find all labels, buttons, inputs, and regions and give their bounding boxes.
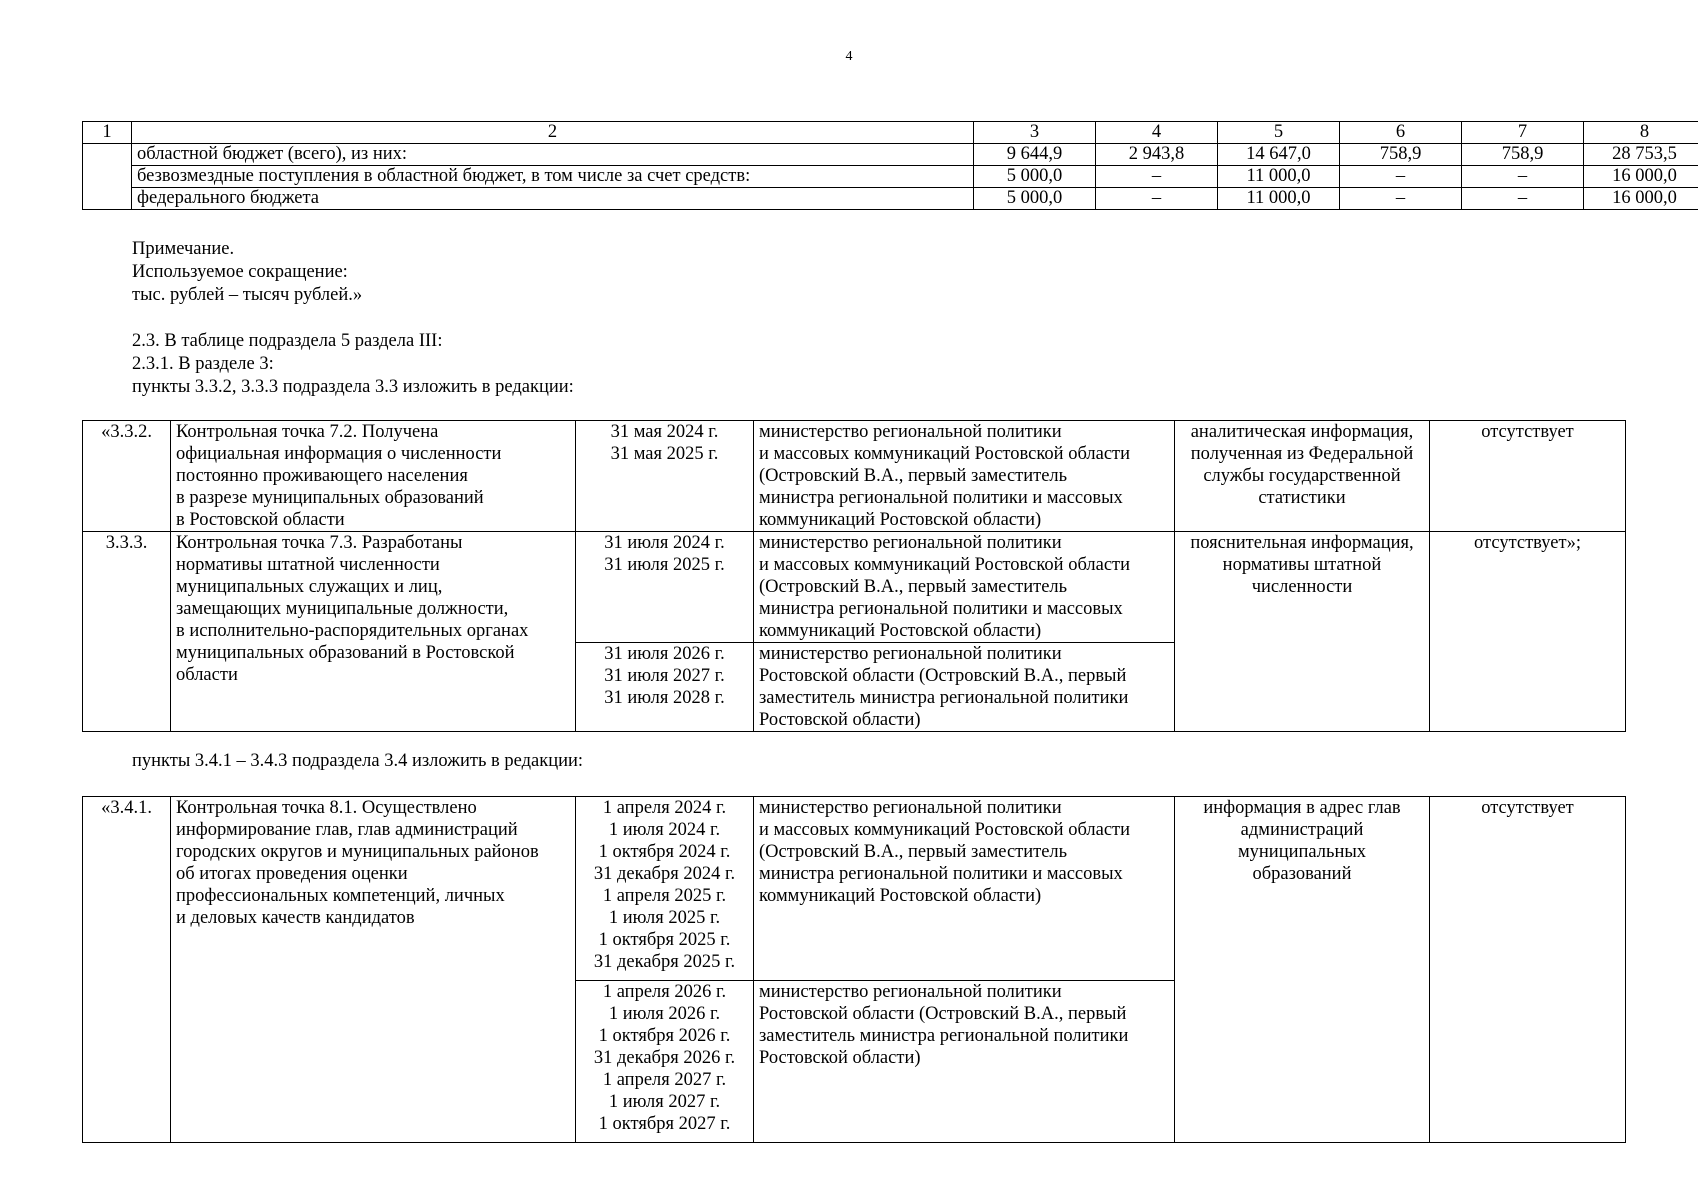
value-cell: – — [1340, 188, 1462, 210]
section-line: 2.3. В таблице подраздела 5 раздела III: — [132, 331, 443, 351]
header-cell: 5 — [1218, 122, 1340, 144]
text-line: численности — [1251, 577, 1353, 597]
value-cell: 14 647,0 — [1218, 144, 1340, 166]
note-line: Примечание. — [132, 239, 235, 259]
table-row — [83, 421, 1626, 532]
value-cell: 16 000,0 — [1584, 166, 1698, 188]
text-line: и деловых качеств кандидатов — [176, 908, 415, 928]
text-line: нормативы штатной численности — [176, 555, 440, 575]
text-line: министерство региональной политики — [759, 533, 1062, 553]
header-cell: 8 — [1584, 122, 1698, 144]
text-line: Контрольная точка 7.3. Разработаны — [176, 533, 463, 553]
page-number: 4 — [845, 49, 853, 64]
header-cell: 4 — [1096, 122, 1218, 144]
text-line: постоянно проживающего населения — [176, 466, 468, 486]
system-cell: отсутствует — [1430, 421, 1626, 532]
dates-cell — [576, 532, 754, 643]
item-number: «3.4.1. — [83, 797, 171, 1143]
responsible-cell — [754, 797, 1175, 981]
dates-cell — [576, 981, 754, 1143]
value-cell: 758,9 — [1340, 144, 1462, 166]
text-line: коммуникаций Ростовской области) — [759, 886, 1042, 906]
table-row — [83, 166, 1698, 188]
date: 31 июля 2025 г. — [604, 555, 725, 575]
date: 31 июля 2024 г. — [604, 533, 725, 553]
header-cell: 2 — [132, 122, 974, 144]
date: 1 июля 2027 г. — [608, 1092, 721, 1112]
value-cell: – — [1340, 166, 1462, 188]
text-line: аналитическая информация, — [1190, 422, 1414, 442]
system-cell: отсутствует — [1430, 797, 1626, 1143]
responsible-cell — [754, 643, 1175, 732]
value-cell: 11 000,0 — [1218, 188, 1340, 210]
date: 31 мая 2025 г. — [610, 444, 719, 464]
responsible-cell — [754, 981, 1175, 1143]
text-line: министра региональной политики и массовых — [759, 488, 1123, 508]
date: 1 июля 2025 г. — [608, 908, 721, 928]
text-line: информация в адрес глав — [1203, 798, 1401, 818]
text-line: муниципальных — [1237, 842, 1367, 862]
text-line: коммуникаций Ростовской области) — [759, 621, 1042, 641]
text-line: Контрольная точка 8.1. Осуществлено — [176, 798, 477, 818]
date: 1 июля 2026 г. — [608, 1004, 721, 1024]
row-label: безвозмездные поступления в областной бюджет, в том числе за счет средств: — [132, 166, 974, 188]
text-line: и массовых коммуникаций Ростовской области — [759, 444, 1131, 464]
control-points-table-3-4 — [82, 796, 1626, 1143]
text-line: Ростовской области) — [759, 1048, 921, 1068]
value-cell: 2 943,8 — [1096, 144, 1218, 166]
dates-cell — [576, 421, 754, 532]
value-cell: – — [1096, 188, 1218, 210]
document-cell — [1175, 421, 1430, 532]
text-line: министерство региональной политики — [759, 798, 1062, 818]
section-instructions — [132, 330, 574, 399]
document-cell — [1175, 797, 1430, 1143]
value-cell: 5 000,0 — [974, 188, 1096, 210]
text-line: городских округов и муниципальных районов — [176, 842, 539, 862]
value-cell: – — [1462, 166, 1584, 188]
header-cell: 1 — [83, 122, 132, 144]
text-line: министра региональной политики и массовых — [759, 599, 1123, 619]
date: 1 апреля 2027 г. — [602, 1070, 727, 1090]
row-label: федерального бюджета — [132, 188, 974, 210]
text-line: профессиональных компетенций, личных — [176, 886, 505, 906]
text-line: статистики — [1258, 488, 1346, 508]
dates-cell — [576, 643, 754, 732]
system-cell: отсутствует»; — [1430, 532, 1626, 732]
text-line: коммуникаций Ростовской области) — [759, 510, 1042, 530]
value-cell: – — [1096, 166, 1218, 188]
section-line: 2.3.1. В разделе 3: — [132, 354, 274, 374]
date: 1 октября 2027 г. — [598, 1114, 731, 1134]
value-cell: 5 000,0 — [974, 166, 1096, 188]
value-cell: 11 000,0 — [1218, 166, 1340, 188]
text-line: области — [176, 665, 238, 685]
text-line: администраций — [1240, 820, 1364, 840]
date: 1 июля 2024 г. — [608, 820, 721, 840]
date: 31 июля 2026 г. — [604, 644, 725, 664]
header-cell: 6 — [1340, 122, 1462, 144]
row-label: областной бюджет (всего), из них: — [132, 144, 974, 166]
text-line: и массовых коммуникаций Ростовской области — [759, 555, 1131, 575]
date: 31 декабря 2026 г. — [593, 1048, 736, 1068]
text-line: официальная информация о численности — [176, 444, 502, 464]
note-line: тыс. рублей – тысяч рублей.» — [132, 285, 363, 305]
date: 31 декабря 2025 г. — [593, 952, 736, 972]
text-line: Ростовской области) — [759, 710, 921, 730]
text-line: информирование глав, глав администраций — [176, 820, 518, 840]
table-row — [83, 188, 1698, 210]
text-line: об итогах проведения оценки — [176, 864, 408, 884]
item-number: 3.3.3. — [83, 532, 171, 732]
text-line: заместитель министра региональной политики — [759, 688, 1129, 708]
date: 1 апреля 2024 г. — [602, 798, 727, 818]
text-line: нормативы штатной — [1222, 555, 1382, 575]
responsible-cell — [754, 421, 1175, 532]
budget-header-row — [83, 122, 1698, 144]
note-block — [132, 238, 362, 307]
text-line: Ростовской области (Островский В.А., первый — [759, 1004, 1127, 1024]
date: 31 мая 2024 г. — [610, 422, 719, 442]
header-cell: 3 — [974, 122, 1096, 144]
description-cell — [171, 421, 576, 532]
date: 31 июля 2028 г. — [604, 688, 725, 708]
date: 31 декабря 2024 г. — [593, 864, 736, 884]
document-cell — [1175, 532, 1430, 732]
empty-cell — [83, 144, 132, 210]
text-line: министерство региональной политики — [759, 644, 1062, 664]
dates-cell — [576, 797, 754, 981]
text-line: пояснительная информация, — [1190, 533, 1414, 553]
description-cell — [171, 797, 576, 1143]
text-line: заместитель министра региональной политики — [759, 1026, 1129, 1046]
date: 1 апреля 2026 г. — [602, 982, 727, 1002]
description-cell — [171, 532, 576, 732]
text-line: в исполнительно-распорядительных органах — [176, 621, 529, 641]
item-number: «3.3.2. — [83, 421, 171, 532]
text-line: министерство региональной политики — [759, 422, 1062, 442]
text-line: (Островский В.А., первый заместитель — [759, 466, 1068, 486]
date: 1 октября 2025 г. — [598, 930, 731, 950]
header-cell: 7 — [1462, 122, 1584, 144]
date: 31 июля 2027 г. — [604, 666, 725, 686]
text-line: службы государственной — [1203, 466, 1401, 486]
section-line: пункты 3.3.2, 3.3.3 подраздела 3.3 изложить в редакции: — [132, 377, 574, 397]
text-line: Ростовской области (Островский В.А., первый — [759, 666, 1127, 686]
text-line: (Островский В.А., первый заместитель — [759, 842, 1068, 862]
value-cell: – — [1462, 188, 1584, 210]
text-line: и массовых коммуникаций Ростовской области — [759, 820, 1131, 840]
value-cell: 9 644,9 — [974, 144, 1096, 166]
text-line: (Островский В.А., первый заместитель — [759, 577, 1068, 597]
value-cell: 28 753,5 — [1584, 144, 1698, 166]
note-line: Используемое сокращение: — [132, 262, 348, 282]
text-line: Контрольная точка 7.2. Получена — [176, 422, 439, 442]
control-points-table-3-3 — [82, 420, 1626, 732]
responsible-cell — [754, 532, 1175, 643]
text-line: муниципальных служащих и лиц, — [176, 577, 443, 597]
date: 1 октября 2024 г. — [598, 842, 731, 862]
budget-table — [82, 121, 1698, 210]
text-line: полученная из Федеральной — [1190, 444, 1414, 464]
text-line: в Ростовской области — [176, 510, 345, 530]
value-cell: 758,9 — [1462, 144, 1584, 166]
date: 1 октября 2026 г. — [598, 1026, 731, 1046]
text-line: в разрезе муниципальных образований — [176, 488, 484, 508]
section-34-instruction: пункты 3.4.1 – 3.4.3 подраздела 3.4 изложить в редакции: — [132, 751, 584, 771]
date: 1 апреля 2025 г. — [602, 886, 727, 906]
text-line: образований — [1252, 864, 1352, 884]
table-row — [83, 144, 1698, 166]
text-line: министра региональной политики и массовых — [759, 864, 1123, 884]
table-row — [83, 532, 1626, 643]
value-cell: 16 000,0 — [1584, 188, 1698, 210]
text-line: замещающих муниципальные должности, — [176, 599, 509, 619]
text-line: муниципальных образований в Ростовской — [176, 643, 515, 663]
text-line: министерство региональной политики — [759, 982, 1062, 1002]
table-row — [83, 797, 1626, 981]
